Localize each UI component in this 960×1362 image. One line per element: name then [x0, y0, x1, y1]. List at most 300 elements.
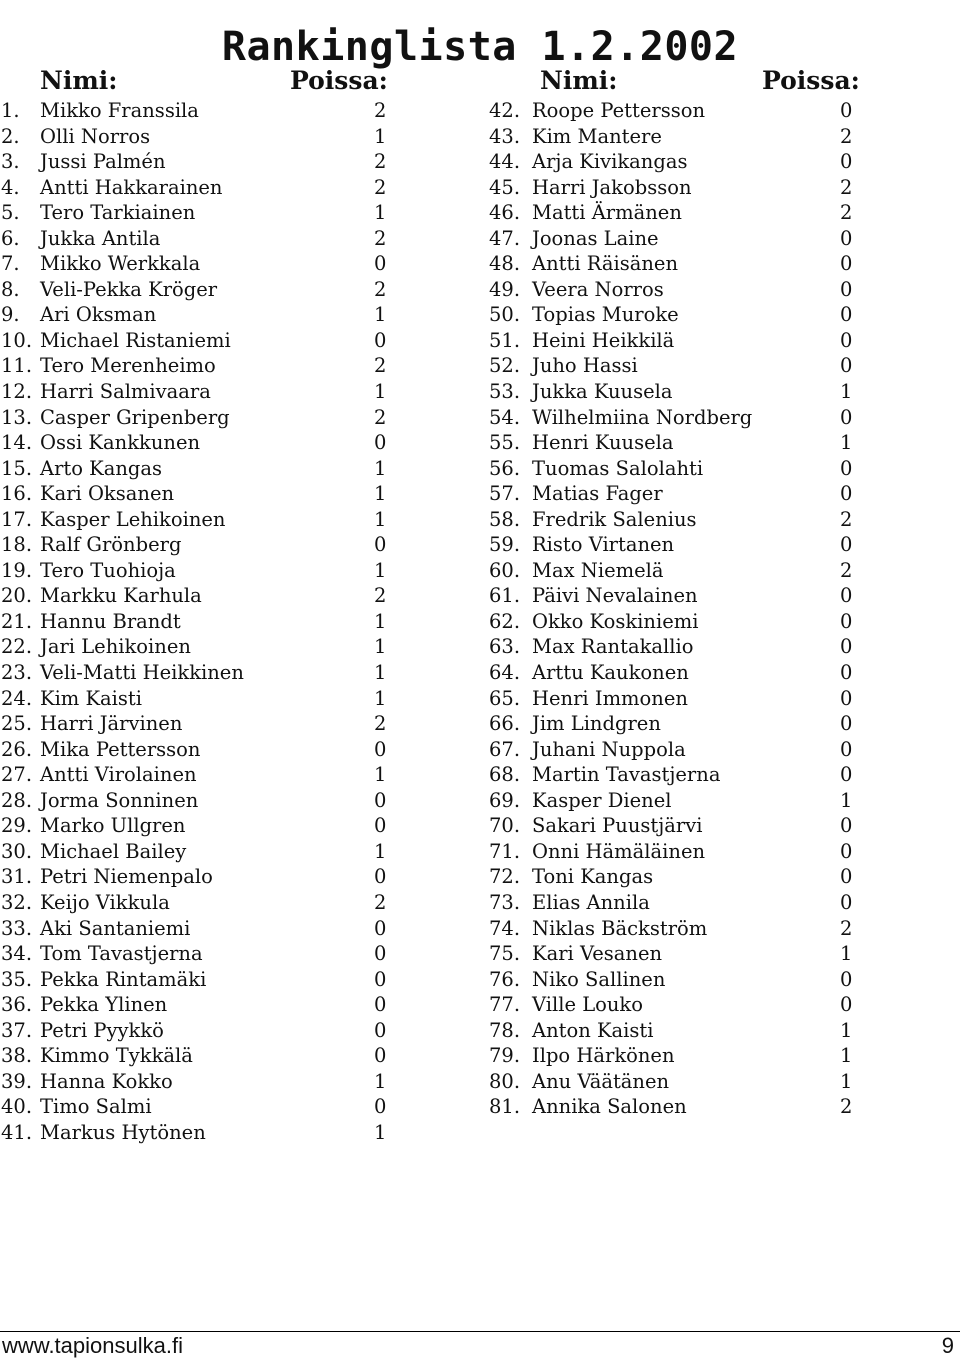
absence-count: 1 [374, 124, 387, 148]
absence-count: 2 [840, 124, 853, 148]
absence-count: 1 [374, 201, 387, 225]
ranking-row [486, 302, 960, 328]
absence-count: 1 [840, 788, 853, 812]
player-name: Pekka Rintamäki [40, 967, 207, 991]
ranking-row [0, 98, 470, 124]
absence-count: 0 [840, 814, 853, 838]
ranking-row [0, 226, 470, 252]
absence-count: 1 [840, 380, 853, 404]
rank-number: 24. [1, 686, 33, 710]
player-name: Harri Järvinen [40, 712, 183, 736]
absence-count: 0 [374, 993, 387, 1017]
player-name: Jorma Sonninen [40, 788, 199, 812]
ranking-row [0, 1094, 470, 1120]
player-name: Kasper Lehikoinen [40, 507, 226, 531]
rank-number: 43. [489, 124, 521, 148]
column-header [0, 64, 470, 98]
player-name: Marko Ullgren [40, 814, 186, 838]
absence-count: 2 [374, 584, 387, 608]
player-name: Okko Koskiniemi [532, 609, 699, 633]
player-name: Veli-Pekka Kröger [40, 277, 218, 301]
player-name: Tom Tavastjerna [40, 942, 203, 966]
absence-count: 2 [374, 405, 387, 429]
ranking-row [486, 277, 960, 303]
rank-number: 25. [1, 712, 33, 736]
absence-count: 2 [374, 175, 387, 199]
player-name: Keijo Vikkula [40, 890, 170, 914]
player-name: Anu Väätänen [532, 1069, 670, 1093]
rank-number: 41. [1, 1120, 33, 1144]
rank-number: 56. [489, 456, 521, 480]
rank-number: 18. [1, 533, 33, 557]
ranking-row [486, 532, 960, 558]
absence-count: 1 [374, 839, 387, 863]
absence-count: 1 [374, 609, 387, 633]
rank-number: 31. [1, 865, 33, 889]
ranking-row [486, 609, 960, 635]
ranking-row [0, 1120, 470, 1146]
ranking-row [486, 916, 960, 942]
rank-number: 29. [1, 814, 33, 838]
rank-number: 27. [1, 763, 33, 787]
player-name: Olli Norros [40, 124, 151, 148]
rank-number: 44. [489, 150, 521, 174]
absence-count: 1 [840, 1018, 853, 1042]
ranking-row [0, 175, 470, 201]
rank-number: 36. [1, 993, 33, 1017]
absence-count: 0 [840, 737, 853, 761]
player-name: Arja Kivikangas [532, 150, 688, 174]
absence-count: 0 [374, 533, 387, 557]
absence-count: 0 [374, 1044, 387, 1068]
absence-count: 0 [840, 635, 853, 659]
rank-number: 73. [489, 890, 521, 914]
rank-number: 23. [1, 661, 33, 685]
absence-count: 0 [840, 150, 853, 174]
rank-number: 66. [489, 712, 521, 736]
ranking-row [0, 1043, 470, 1069]
rank-number: 59. [489, 533, 521, 557]
absence-count: 1 [840, 431, 853, 455]
absence-count: 0 [840, 890, 853, 914]
ranking-row [486, 864, 960, 890]
absence-count: 0 [840, 456, 853, 480]
ranking-row [0, 251, 470, 277]
player-name: Ari Oksman [40, 303, 157, 327]
rank-number: 26. [1, 737, 33, 761]
ranking-row [486, 634, 960, 660]
ranking-row [486, 149, 960, 175]
header-poissa: Poissa: [762, 66, 860, 95]
player-name: Fredrik Salenius [532, 507, 697, 531]
ranking-row [0, 277, 470, 303]
ranking-row [0, 711, 470, 737]
player-name: Mikko Werkkala [40, 252, 201, 276]
absence-count: 1 [374, 1069, 387, 1093]
player-name: Veera Norros [532, 277, 664, 301]
player-name: Harri Salmivaara [40, 380, 211, 404]
player-name: Mikko Franssila [40, 99, 199, 122]
player-name: Petri Pyykkö [40, 1018, 164, 1042]
absence-count: 0 [840, 993, 853, 1017]
rank-number: 80. [489, 1069, 521, 1093]
rank-number: 75. [489, 942, 521, 966]
rank-number: 9. [1, 303, 20, 327]
ranking-row [0, 788, 470, 814]
player-name: Arttu Kaukonen [532, 661, 689, 685]
player-name: Tero Merenheimo [40, 354, 216, 378]
player-name: Ossi Kankkunen [40, 431, 201, 455]
player-name: Hannu Brandt [40, 609, 181, 633]
rank-number: 60. [489, 558, 521, 582]
ranking-row [0, 992, 470, 1018]
player-name: Mika Pettersson [40, 737, 201, 761]
player-name: Tuomas Salolahti [532, 456, 704, 480]
player-name: Markus Hytönen [40, 1120, 206, 1144]
rank-number: 7. [1, 252, 20, 276]
player-name: Pekka Ylinen [40, 993, 168, 1017]
rank-number: 50. [489, 303, 521, 327]
rank-number: 67. [489, 737, 521, 761]
ranking-row [486, 124, 960, 150]
ranking-row [486, 507, 960, 533]
player-name: Jukka Antila [40, 226, 161, 250]
rank-number: 35. [1, 967, 33, 991]
rank-number: 65. [489, 686, 521, 710]
rank-number: 57. [489, 482, 521, 506]
player-name: Anton Kaisti [532, 1018, 654, 1042]
ranking-row [0, 558, 470, 584]
rank-number: 61. [489, 584, 521, 608]
absence-count: 0 [840, 252, 853, 276]
ranking-row [486, 813, 960, 839]
ranking-row [0, 609, 470, 635]
rank-number: 70. [489, 814, 521, 838]
player-name: Niko Sallinen [532, 967, 666, 991]
absence-count: 2 [374, 226, 387, 250]
rank-number: 5. [1, 201, 20, 225]
rank-number: 54. [489, 405, 521, 429]
ranking-row [486, 660, 960, 686]
absence-count: 0 [840, 99, 853, 122]
rank-number: 21. [1, 609, 33, 633]
absence-count: 0 [840, 967, 853, 991]
absence-count: 1 [374, 456, 387, 480]
absence-count: 1 [374, 380, 387, 404]
player-name: Ilpo Härkönen [532, 1044, 675, 1068]
ranking-row [486, 558, 960, 584]
absence-count: 0 [374, 737, 387, 761]
absence-count: 1 [374, 635, 387, 659]
absence-count: 2 [840, 175, 853, 199]
absence-count: 0 [374, 328, 387, 352]
rank-number: 76. [489, 967, 521, 991]
ranking-row [0, 149, 470, 175]
player-name: Annika Salonen [532, 1095, 687, 1119]
absence-count: 0 [374, 788, 387, 812]
rank-number: 22. [1, 635, 33, 659]
player-name: Casper Gripenberg [40, 405, 230, 429]
absence-count: 0 [374, 252, 387, 276]
ranking-row [486, 328, 960, 354]
absence-count: 0 [840, 303, 853, 327]
player-name: Topias Muroke [532, 303, 679, 327]
ranking-row [486, 941, 960, 967]
player-name: Henri Immonen [532, 686, 688, 710]
player-name: Jari Lehikoinen [40, 635, 191, 659]
absence-count: 0 [840, 482, 853, 506]
absence-count: 1 [374, 507, 387, 531]
rank-number: 71. [489, 839, 521, 863]
footer-divider [0, 1331, 960, 1332]
absence-count: 1 [374, 1120, 387, 1144]
player-name: Arto Kangas [40, 456, 163, 480]
rank-number: 52. [489, 354, 521, 378]
player-name: Kim Mantere [532, 124, 662, 148]
player-name: Elias Annila [532, 890, 650, 914]
player-name: Roope Pettersson [532, 99, 706, 122]
player-name: Joonas Laine [532, 226, 659, 250]
rank-number: 74. [489, 916, 521, 940]
rank-number: 14. [1, 431, 33, 455]
ranking-row [0, 890, 470, 916]
absence-count: 0 [374, 942, 387, 966]
header-name: Nimi: [40, 66, 118, 95]
ranking-row [486, 686, 960, 712]
absence-count: 0 [374, 865, 387, 889]
player-name: Tero Tuohioja [40, 558, 176, 582]
ranking-row [486, 456, 960, 482]
player-name: Tero Tarkiainen [40, 201, 196, 225]
absence-count: 0 [374, 1095, 387, 1119]
absence-count: 1 [374, 482, 387, 506]
player-name: Risto Virtanen [532, 533, 675, 557]
rank-number: 69. [489, 788, 521, 812]
ranking-row [0, 583, 470, 609]
rank-number: 49. [489, 277, 521, 301]
player-name: Toni Kangas [532, 865, 654, 889]
rank-number: 55. [489, 431, 521, 455]
absence-count: 0 [840, 712, 853, 736]
absence-count: 0 [840, 405, 853, 429]
rank-number: 10. [1, 328, 33, 352]
absence-count: 2 [840, 507, 853, 531]
absence-count: 2 [374, 712, 387, 736]
rank-number: 16. [1, 482, 33, 506]
absence-count: 0 [374, 814, 387, 838]
player-name: Hanna Kokko [40, 1069, 173, 1093]
rank-number: 37. [1, 1018, 33, 1042]
rank-number: 72. [489, 865, 521, 889]
ranking-column-right [486, 64, 960, 1120]
ranking-row [486, 967, 960, 993]
player-name: Max Rantakallio [532, 635, 694, 659]
ranking-row [486, 737, 960, 763]
player-name: Juhani Nuppola [532, 737, 686, 761]
ranking-row [486, 200, 960, 226]
ranking-row [486, 1043, 960, 1069]
ranking-row [0, 353, 470, 379]
ranking-row [486, 992, 960, 1018]
ranking-row [486, 890, 960, 916]
absence-count: 0 [840, 865, 853, 889]
page-title: Rankinglista 1.2.2002 [221, 23, 739, 70]
player-name: Matti Ärmänen [532, 201, 682, 225]
player-name: Kari Oksanen [40, 482, 175, 506]
absence-count: 1 [374, 558, 387, 582]
absence-count: 0 [840, 328, 853, 352]
absence-count: 0 [840, 661, 853, 685]
absence-count: 2 [374, 354, 387, 378]
rank-number: 19. [1, 558, 33, 582]
player-name: Ralf Grönberg [40, 533, 182, 557]
player-name: Antti Hakkarainen [40, 175, 223, 199]
ranking-list [0, 98, 470, 1145]
page-number: 9 [941, 1333, 954, 1358]
ranking-list [486, 98, 960, 1120]
ranking-row [0, 1018, 470, 1044]
player-name: Michael Ristaniemi [40, 328, 231, 352]
player-name: Kimmo Tykkälä [40, 1044, 193, 1068]
player-name: Ville Louko [532, 993, 643, 1017]
absence-count: 2 [374, 277, 387, 301]
rank-number: 42. [489, 99, 521, 122]
player-name: Antti Räisänen [532, 252, 679, 276]
ranking-row [486, 379, 960, 405]
player-name: Kari Vesanen [532, 942, 663, 966]
rank-number: 68. [489, 763, 521, 787]
ranking-column-left [0, 64, 470, 1145]
rank-number: 28. [1, 788, 33, 812]
rank-number: 2. [1, 124, 20, 148]
ranking-row [486, 762, 960, 788]
player-name: Päivi Nevalainen [532, 584, 698, 608]
player-name: Michael Bailey [40, 839, 187, 863]
rank-number: 78. [489, 1018, 521, 1042]
ranking-row [0, 864, 470, 890]
ranking-row [0, 200, 470, 226]
rank-number: 48. [489, 252, 521, 276]
ranking-row [0, 967, 470, 993]
ranking-row [0, 124, 470, 150]
player-name: Matias Fager [532, 482, 663, 506]
ranking-row [0, 839, 470, 865]
player-name: Wilhelmiina Nordberg [532, 405, 753, 429]
ranking-row [0, 456, 470, 482]
ranking-row [486, 226, 960, 252]
player-name: Aki Santaniemi [40, 916, 191, 940]
ranking-row [0, 660, 470, 686]
absence-count: 0 [840, 839, 853, 863]
ranking-row [0, 507, 470, 533]
column-header [486, 64, 960, 98]
ranking-row [0, 634, 470, 660]
player-name: Timo Salmi [40, 1095, 152, 1119]
absence-count: 1 [840, 1069, 853, 1093]
ranking-row [0, 737, 470, 763]
player-name: Henri Kuusela [532, 431, 674, 455]
absence-count: 0 [374, 916, 387, 940]
rank-number: 79. [489, 1044, 521, 1068]
rank-number: 4. [1, 175, 20, 199]
player-name: Markku Karhula [40, 584, 202, 608]
ranking-row [486, 1018, 960, 1044]
ranking-row [0, 430, 470, 456]
absence-count: 2 [840, 916, 853, 940]
rank-number: 51. [489, 328, 521, 352]
footer-url[interactable]: www.tapionsulka.fi [2, 1333, 183, 1358]
rank-number: 40. [1, 1095, 33, 1119]
ranking-row [0, 328, 470, 354]
rank-number: 81. [489, 1095, 521, 1119]
absence-count: 2 [840, 201, 853, 225]
absence-count: 1 [374, 686, 387, 710]
absence-count: 1 [374, 661, 387, 685]
absence-count: 0 [840, 226, 853, 250]
absence-count: 1 [374, 303, 387, 327]
ranking-row [486, 481, 960, 507]
ranking-row [486, 788, 960, 814]
ranking-row [486, 98, 960, 124]
ranking-row [486, 1069, 960, 1095]
ranking-row [486, 430, 960, 456]
ranking-row [0, 481, 470, 507]
rank-number: 45. [489, 175, 521, 199]
rank-number: 20. [1, 584, 33, 608]
absence-count: 2 [840, 558, 853, 582]
rank-number: 47. [489, 226, 521, 250]
absence-count: 2 [374, 890, 387, 914]
player-name: Kim Kaisti [40, 686, 143, 710]
rank-number: 30. [1, 839, 33, 863]
player-name: Juho Hassi [532, 354, 638, 378]
rank-number: 13. [1, 405, 33, 429]
rank-number: 63. [489, 635, 521, 659]
rank-number: 53. [489, 380, 521, 404]
rank-number: 3. [1, 150, 20, 174]
rank-number: 34. [1, 942, 33, 966]
ranking-row [486, 583, 960, 609]
ranking-row [0, 686, 470, 712]
absence-count: 1 [840, 1044, 853, 1068]
ranking-row [486, 839, 960, 865]
absence-count: 2 [374, 99, 387, 122]
rank-number: 58. [489, 507, 521, 531]
ranking-row [0, 1069, 470, 1095]
rank-number: 15. [1, 456, 33, 480]
absence-count: 0 [840, 354, 853, 378]
rank-number: 32. [1, 890, 33, 914]
ranking-row [0, 916, 470, 942]
rank-number: 33. [1, 916, 33, 940]
ranking-row [486, 405, 960, 431]
player-name: Harri Jakobsson [532, 175, 692, 199]
rank-number: 12. [1, 380, 33, 404]
absence-count: 0 [840, 763, 853, 787]
player-name: Veli-Matti Heikkinen [40, 661, 244, 685]
absence-count: 1 [840, 942, 853, 966]
player-name: Jukka Kuusela [532, 380, 673, 404]
player-name: Max Niemelä [532, 558, 664, 582]
ranking-row [486, 251, 960, 277]
player-name: Onni Hämäläinen [532, 839, 706, 863]
ranking-row [486, 1094, 960, 1120]
absence-count: 1 [374, 763, 387, 787]
absence-count: 0 [840, 584, 853, 608]
rank-number: 46. [489, 201, 521, 225]
absence-count: 0 [374, 1018, 387, 1042]
ranking-row [0, 379, 470, 405]
